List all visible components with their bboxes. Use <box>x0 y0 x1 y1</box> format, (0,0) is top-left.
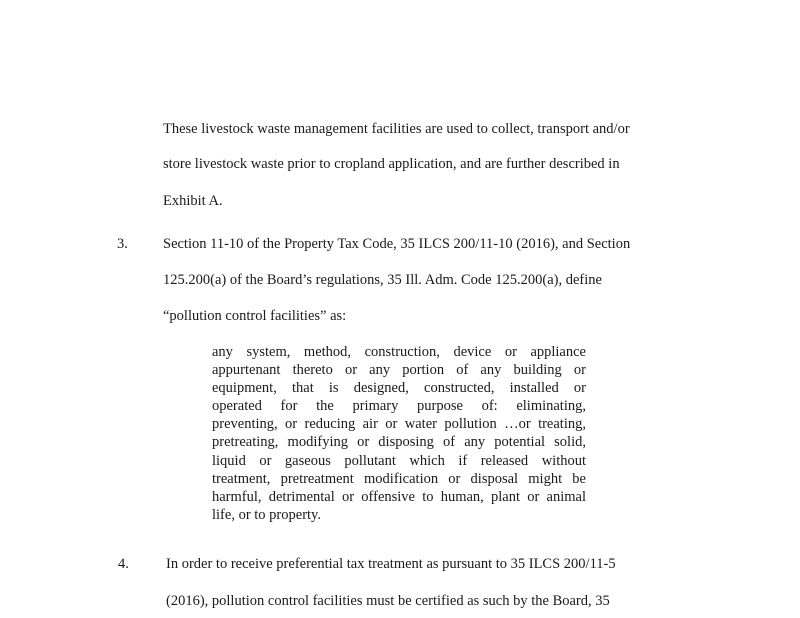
statutory-block-quote <box>212 343 586 524</box>
item-3-line-1: Section 11-10 of the Property Tax Code, 35 ILCS 200/11-10 (2016), and Section <box>163 236 631 252</box>
quote-line-3: equipment, that is designed, constructed, installed or <box>212 380 586 397</box>
quote-line-9: harmful, detrimental or offensive to human, plant or animal <box>212 488 586 505</box>
intro-line-1: These livestock waste management facilities are used to collect, transport and/or <box>163 121 630 137</box>
item-4-number: 4. <box>118 556 129 572</box>
item-4-line-1: In order to receive preferential tax treatment as pursuant to 35 ILCS 200/11-5 <box>166 556 616 572</box>
quote-line-5: preventing, or reducing air or water pollution …or treating, <box>212 416 586 433</box>
item-3-line-3: “pollution control facilities” as: <box>163 308 347 324</box>
item-3-number: 3. <box>117 236 128 252</box>
intro-line-3: Exhibit A. <box>163 193 223 209</box>
quote-line-1: any system, method, construction, device or appliance <box>212 344 586 360</box>
quote-line-4: operated for the primary purpose of: eliminating, <box>212 398 586 415</box>
intro-line-2: store livestock waste prior to cropland application, and are further described in <box>163 156 620 172</box>
quote-line-7: liquid or gaseous pollutant which if released without <box>212 452 586 469</box>
quote-line-6: pretreating, modifying or disposing of any potential solid, <box>212 434 586 451</box>
quote-line-10: life, or to property. <box>212 506 321 523</box>
item-4-line-2: (2016), pollution control facilities must be certified as such by the Board, 35 <box>166 593 610 609</box>
item-3-line-2: 125.200(a) of the Board’s regulations, 35 Ill. Adm. Code 125.200(a), define <box>163 272 602 288</box>
quote-line-2: appurtenant thereto or any portion of any building or <box>212 362 586 379</box>
quote-line-8: treatment, pretreatment modification or disposal might be <box>212 470 586 487</box>
